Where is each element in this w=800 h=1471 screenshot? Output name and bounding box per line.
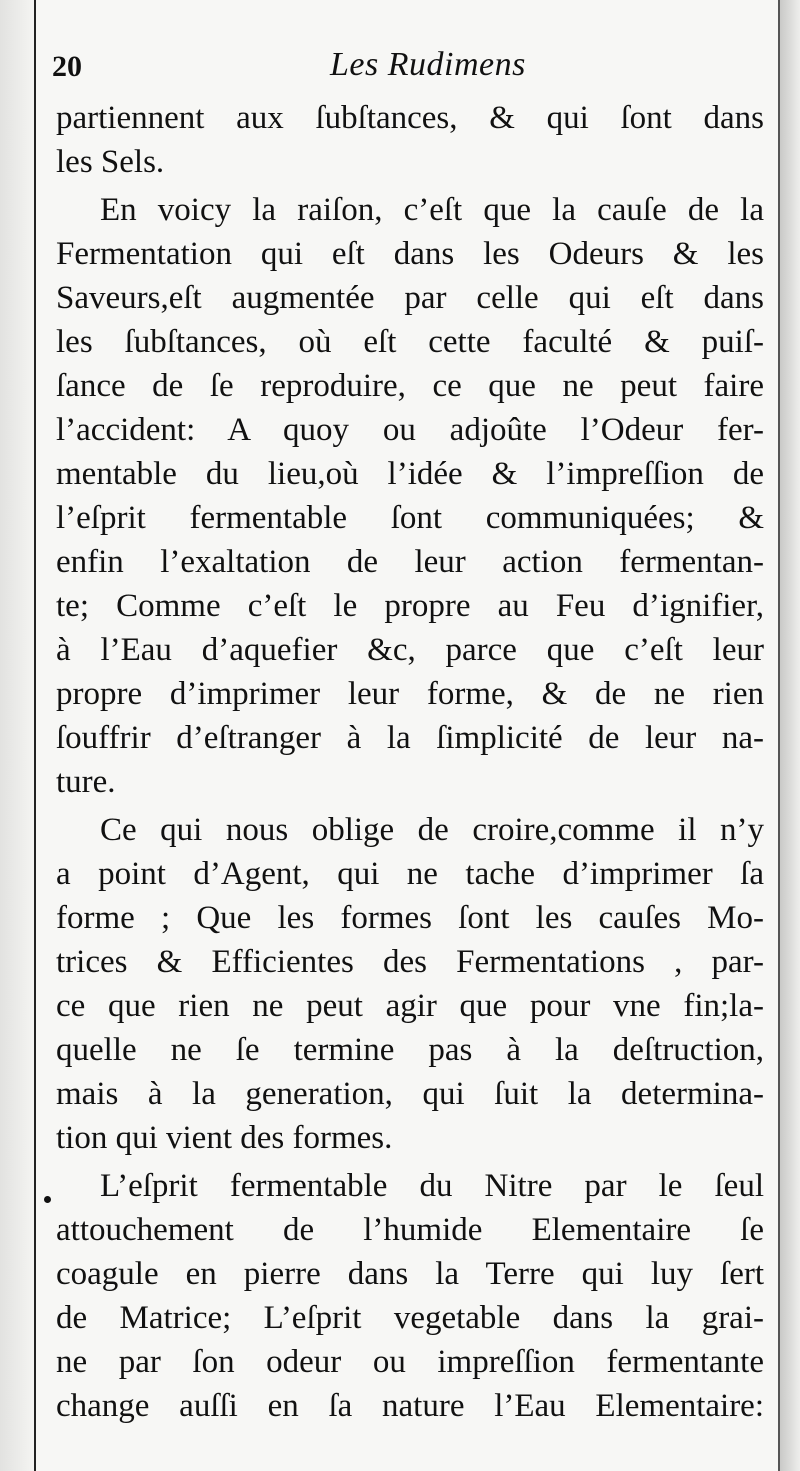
text-line: L’eſprit fermentable du Nitre par le ſeul: [100, 1168, 764, 1204]
text-line: propre d’imprimer leur forme, & de ne rien: [56, 676, 764, 712]
text-line: attouchement de l’humide Elementaire ſe: [56, 1212, 764, 1248]
text-line: a point d’Agent, qui ne tache d’imprimer ſa: [56, 856, 764, 892]
text-line: ſance de ſe reproduire, ce que ne peut faire: [56, 368, 764, 404]
text-line: de Matrice; L’eſprit vegetable dans la grai-: [56, 1300, 764, 1336]
text-line: mentable du lieu,où l’idée & l’impreſſion de: [56, 456, 764, 492]
text-line: ce que rien ne peut agir que pour vne fin;la-: [56, 988, 764, 1024]
text-line: coagule en pierre dans la Terre qui luy ſert: [56, 1256, 764, 1292]
page-number: 20: [52, 50, 82, 83]
page-header: [50, 46, 770, 94]
text-line: Fermentation qui eſt dans les Odeurs & les: [56, 236, 764, 272]
text-line: ne par ſon odeur ou impreſſion fermentante: [56, 1344, 764, 1380]
text-line: les ſubſtances, où eſt cette faculté & puiſ-: [56, 324, 764, 360]
text-line: partiennent aux ſubſtances, & qui ſont dans: [56, 100, 764, 136]
body-text: [56, 96, 764, 1428]
text-line: ture.: [56, 764, 116, 800]
text-line: les Sels.: [56, 144, 165, 180]
page-edge-shadow: [780, 0, 800, 1471]
text-line: tion qui vient des formes.: [56, 1120, 393, 1156]
left-frame-rule: [34, 0, 36, 1471]
text-line: Ce qui nous oblige de croire,comme il n’y: [100, 812, 764, 848]
text-line: change auſſi en ſa nature l’Eau Elementaire:: [56, 1388, 764, 1424]
text-line: à l’Eau d’aquefier &c, parce que c’eſt leur: [56, 632, 764, 668]
margin-mark: [44, 1196, 51, 1203]
text-line: ſouffrir d’eſtranger à la ſimplicité de leur na-: [56, 720, 764, 756]
text-line: En voicy la raiſon, c’eſt que la cauſe de la: [100, 192, 764, 228]
right-frame-rule: [778, 0, 780, 1471]
text-line: quelle ne ſe termine pas à la deſtruction,: [56, 1032, 764, 1068]
running-head: Les Rudimens: [330, 46, 526, 83]
text-line: l’eſprit fermentable ſont communiquées; &: [56, 500, 764, 536]
text-line: l’accident: A quoy ou adjoûte l’Odeur fer-: [56, 412, 764, 448]
page-gutter-shadow: [0, 0, 34, 1471]
text-line: trices & Efficientes des Fermentations , par-: [56, 944, 764, 980]
text-line: Saveurs,eſt augmentée par celle qui eſt dans: [56, 280, 764, 316]
text-line: enfin l’exaltation de leur action fermentan-: [56, 544, 764, 580]
text-line: te; Comme c’eſt le propre au Feu d’ignifier,: [56, 588, 764, 624]
text-line: forme ; Que les formes ſont les cauſes Mo-: [56, 900, 764, 936]
text-line: mais à la generation, qui ſuit la determina-: [56, 1076, 764, 1112]
